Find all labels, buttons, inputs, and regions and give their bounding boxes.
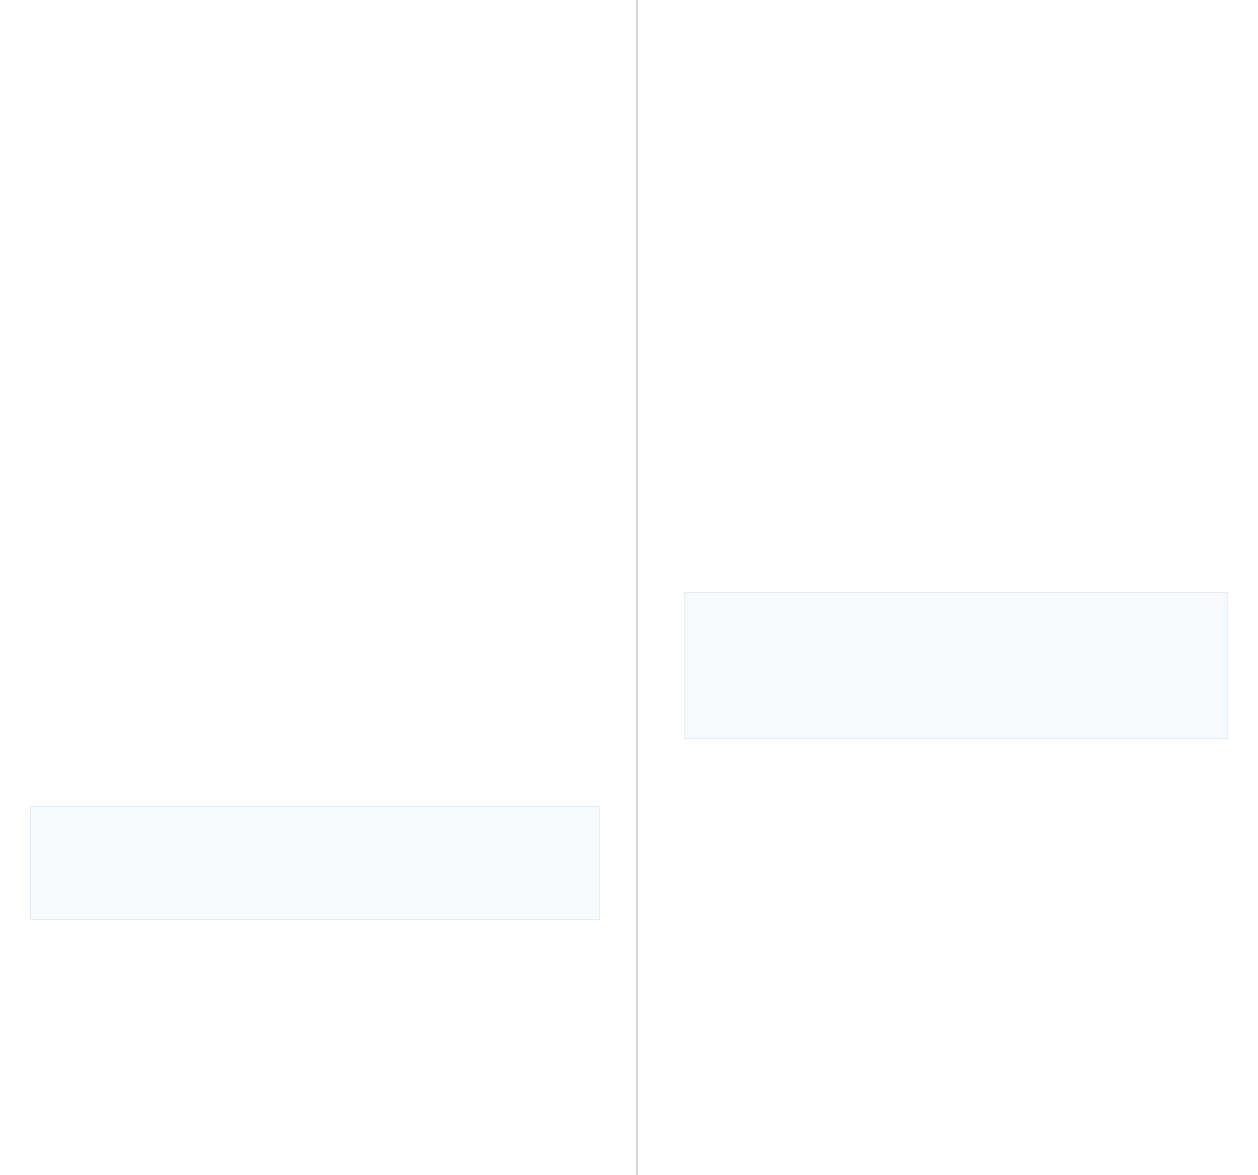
wrap-addons-box <box>30 806 600 920</box>
platter-addons-box <box>684 592 1228 739</box>
page-fold <box>636 0 638 1175</box>
